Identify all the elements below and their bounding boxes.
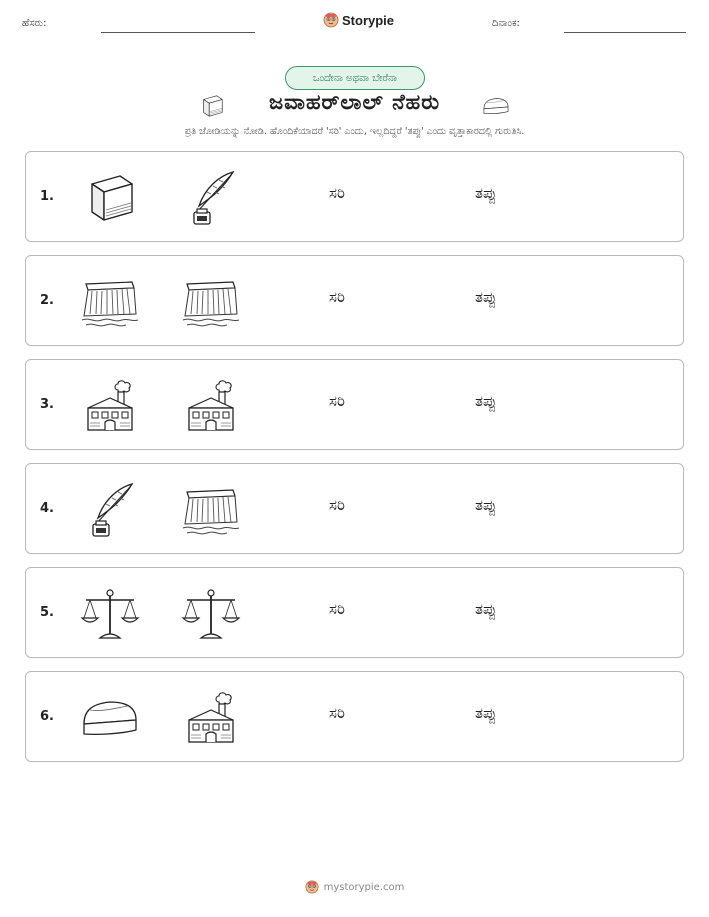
worksheet-type-badge: ಒಂದೇನಾ ಅಥವಾ ಬೇರೆನಾ [285,66,425,90]
option-true[interactable]: ಸರಿ [329,600,345,618]
worksheet-title: ಜವಾಹರ್‌ಲಾಲ್ ನೆಹರು [268,90,441,114]
option-true[interactable]: ಸರಿ [329,496,345,514]
dam-icon [181,274,241,330]
name-label: ಹೆಸರು: [22,18,47,29]
question-number: 2. [40,293,54,308]
storypie-logo [323,12,394,28]
question-row [25,255,684,346]
instructions: ಪ್ರತಿ ಜೋಡಿಯನ್ನು ನೋಡಿ. ಹೊಂದಿಕೆಯಾದರೆ 'ಸರಿ' ಎಂದು, ಇಲ್ಲದಿದ್ದರೆ 'ತಪ್ಪು' ಎಂದು ವೃತ್ತಾಕಾರದಲ್ಲಿ ಗುರುತಿಸಿ. [184,126,525,137]
option-false[interactable]: ತಪ್ಪು [475,600,497,618]
factory-icon [181,378,241,434]
storypie-mascot-icon [305,880,319,894]
option-false[interactable]: ತಪ್ಪು [475,392,497,410]
dam-icon [181,482,241,538]
factory-icon [181,690,241,746]
option-true[interactable]: ಸರಿ [329,704,345,722]
name-field[interactable] [101,32,255,33]
storypie-mascot-icon [323,12,339,28]
book-icon [80,170,140,226]
quill-inkpot-icon [181,170,241,226]
scales-icon [80,586,140,642]
question-number: 1. [40,189,54,204]
quill-inkpot-icon [80,482,140,538]
option-false[interactable]: ತಪ್ಪು [475,184,497,202]
option-true[interactable]: ಸರಿ [329,392,345,410]
option-true[interactable]: ಸರಿ [329,184,345,202]
question-row [25,359,684,450]
question-row [25,151,684,242]
question-number: 3. [40,397,54,412]
option-false[interactable]: ತಪ್ಪು [475,704,497,722]
scales-icon [181,586,241,642]
factory-icon [80,378,140,434]
question-number: 6. [40,709,54,724]
question-row [25,567,684,658]
option-true[interactable]: ಸರಿ [329,288,345,306]
question-row [25,671,684,762]
dam-icon [80,274,140,330]
footer [0,880,709,894]
question-number: 5. [40,605,54,620]
footer-site: mystorypie.com [323,881,405,893]
question-row [25,463,684,554]
nehru-cap-icon [80,690,140,746]
option-false[interactable]: ತಪ್ಪು [475,288,497,306]
nehru-cap-icon [480,93,512,119]
date-field[interactable] [564,32,686,33]
option-false[interactable]: ತಪ್ಪು [475,496,497,514]
date-label: ದಿನಾಂಕ: [492,18,520,29]
question-number: 4. [40,501,54,516]
brand-name: Storypie [342,12,395,28]
